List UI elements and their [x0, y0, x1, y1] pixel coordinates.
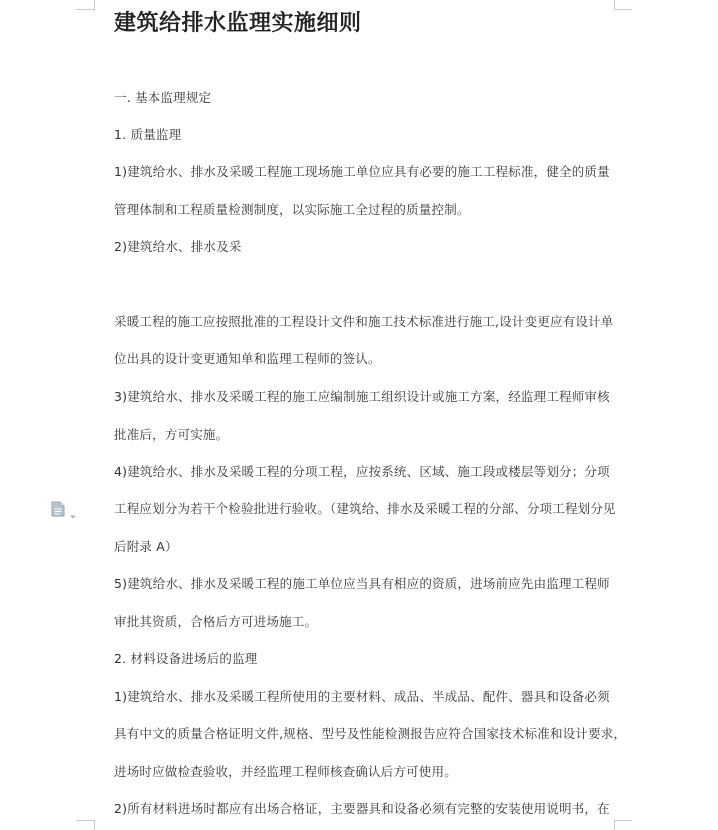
paragraph-line: 2)建筑给水、排水及采 [114, 239, 242, 254]
paragraph-line: 4)建筑给水、排水及采暖工程的分项工程，应按系统、区域、施工段或楼层等划分；分项 [114, 464, 610, 479]
section-heading: 一. 基本监理规定 [114, 90, 212, 105]
paragraph-line: 采暖工程的施工应按照批准的工程设计文件和施工技术标准进行施工,设计变更应有设计单 [114, 314, 614, 329]
paragraph-line: 批准后，方可实施。 [114, 427, 229, 442]
document-title: 建筑给排水监理实施细则 [114, 10, 362, 36]
crop-mark-top-right-h [614, 9, 632, 10]
crop-mark-bottom-left-h [76, 820, 94, 821]
paragraph-line: 管理体制和工程质量检测制度，以实际施工全过程的质量控制。 [114, 202, 470, 217]
paragraph-line: 1)建筑给水、排水及采暖工程施工现场施工单位应具有必要的施工工程标准，健全的质量 [114, 164, 610, 179]
crop-mark-bottom-right [614, 820, 615, 830]
crop-mark-bottom-right-h [614, 820, 632, 821]
crop-mark-bottom-left [94, 820, 95, 830]
paragraph-line: 位出具的设计变更通知单和监理工程师的签认。 [114, 351, 381, 366]
paragraph-line: 5)建筑给水、排水及采暖工程的施工单位应当具有相应的资质，进场前应先由监理工程师 [114, 576, 610, 591]
paragraph-line: 审批其资质，合格后方可进场施工。 [114, 614, 318, 629]
subsection-heading: 2. 材料设备进场后的监理 [114, 651, 258, 666]
document-icon[interactable] [51, 501, 65, 517]
paragraph-line: 进场时应做检查验收，并经监理工程师核查确认后方可使用。 [114, 764, 457, 779]
crop-mark-top-left [94, 0, 95, 11]
paragraph-line: 具有中文的质量合格证明文件,规格、型号及性能检测报告应符合国家技术标准和设计要求， [114, 726, 627, 741]
paragraph-line: 1)建筑给水、排水及采暖工程所使用的主要材料、成品、半成品、配件、器具和设备必须 [114, 689, 610, 704]
subsection-heading: 1. 质量监理 [114, 127, 182, 142]
paragraph-line: 3)建筑给水、排水及采暖工程的施工应编制施工组织设计或施工方案，经监理工程师审核 [114, 389, 610, 404]
paragraph-line: 工程应划分为若干个检验批进行验收。（建筑给、排水及采暖工程的分部、分项工程划分见 [114, 501, 616, 516]
chevron-down-icon[interactable] [69, 505, 77, 511]
paragraph-line: 2)所有材料进场时都应有出场合格证，主要器具和设备必须有完整的安装使用说明书，在 [114, 801, 610, 816]
crop-mark-top-left-h [76, 9, 94, 10]
paragraph-line: 后附录 A） [114, 539, 178, 554]
